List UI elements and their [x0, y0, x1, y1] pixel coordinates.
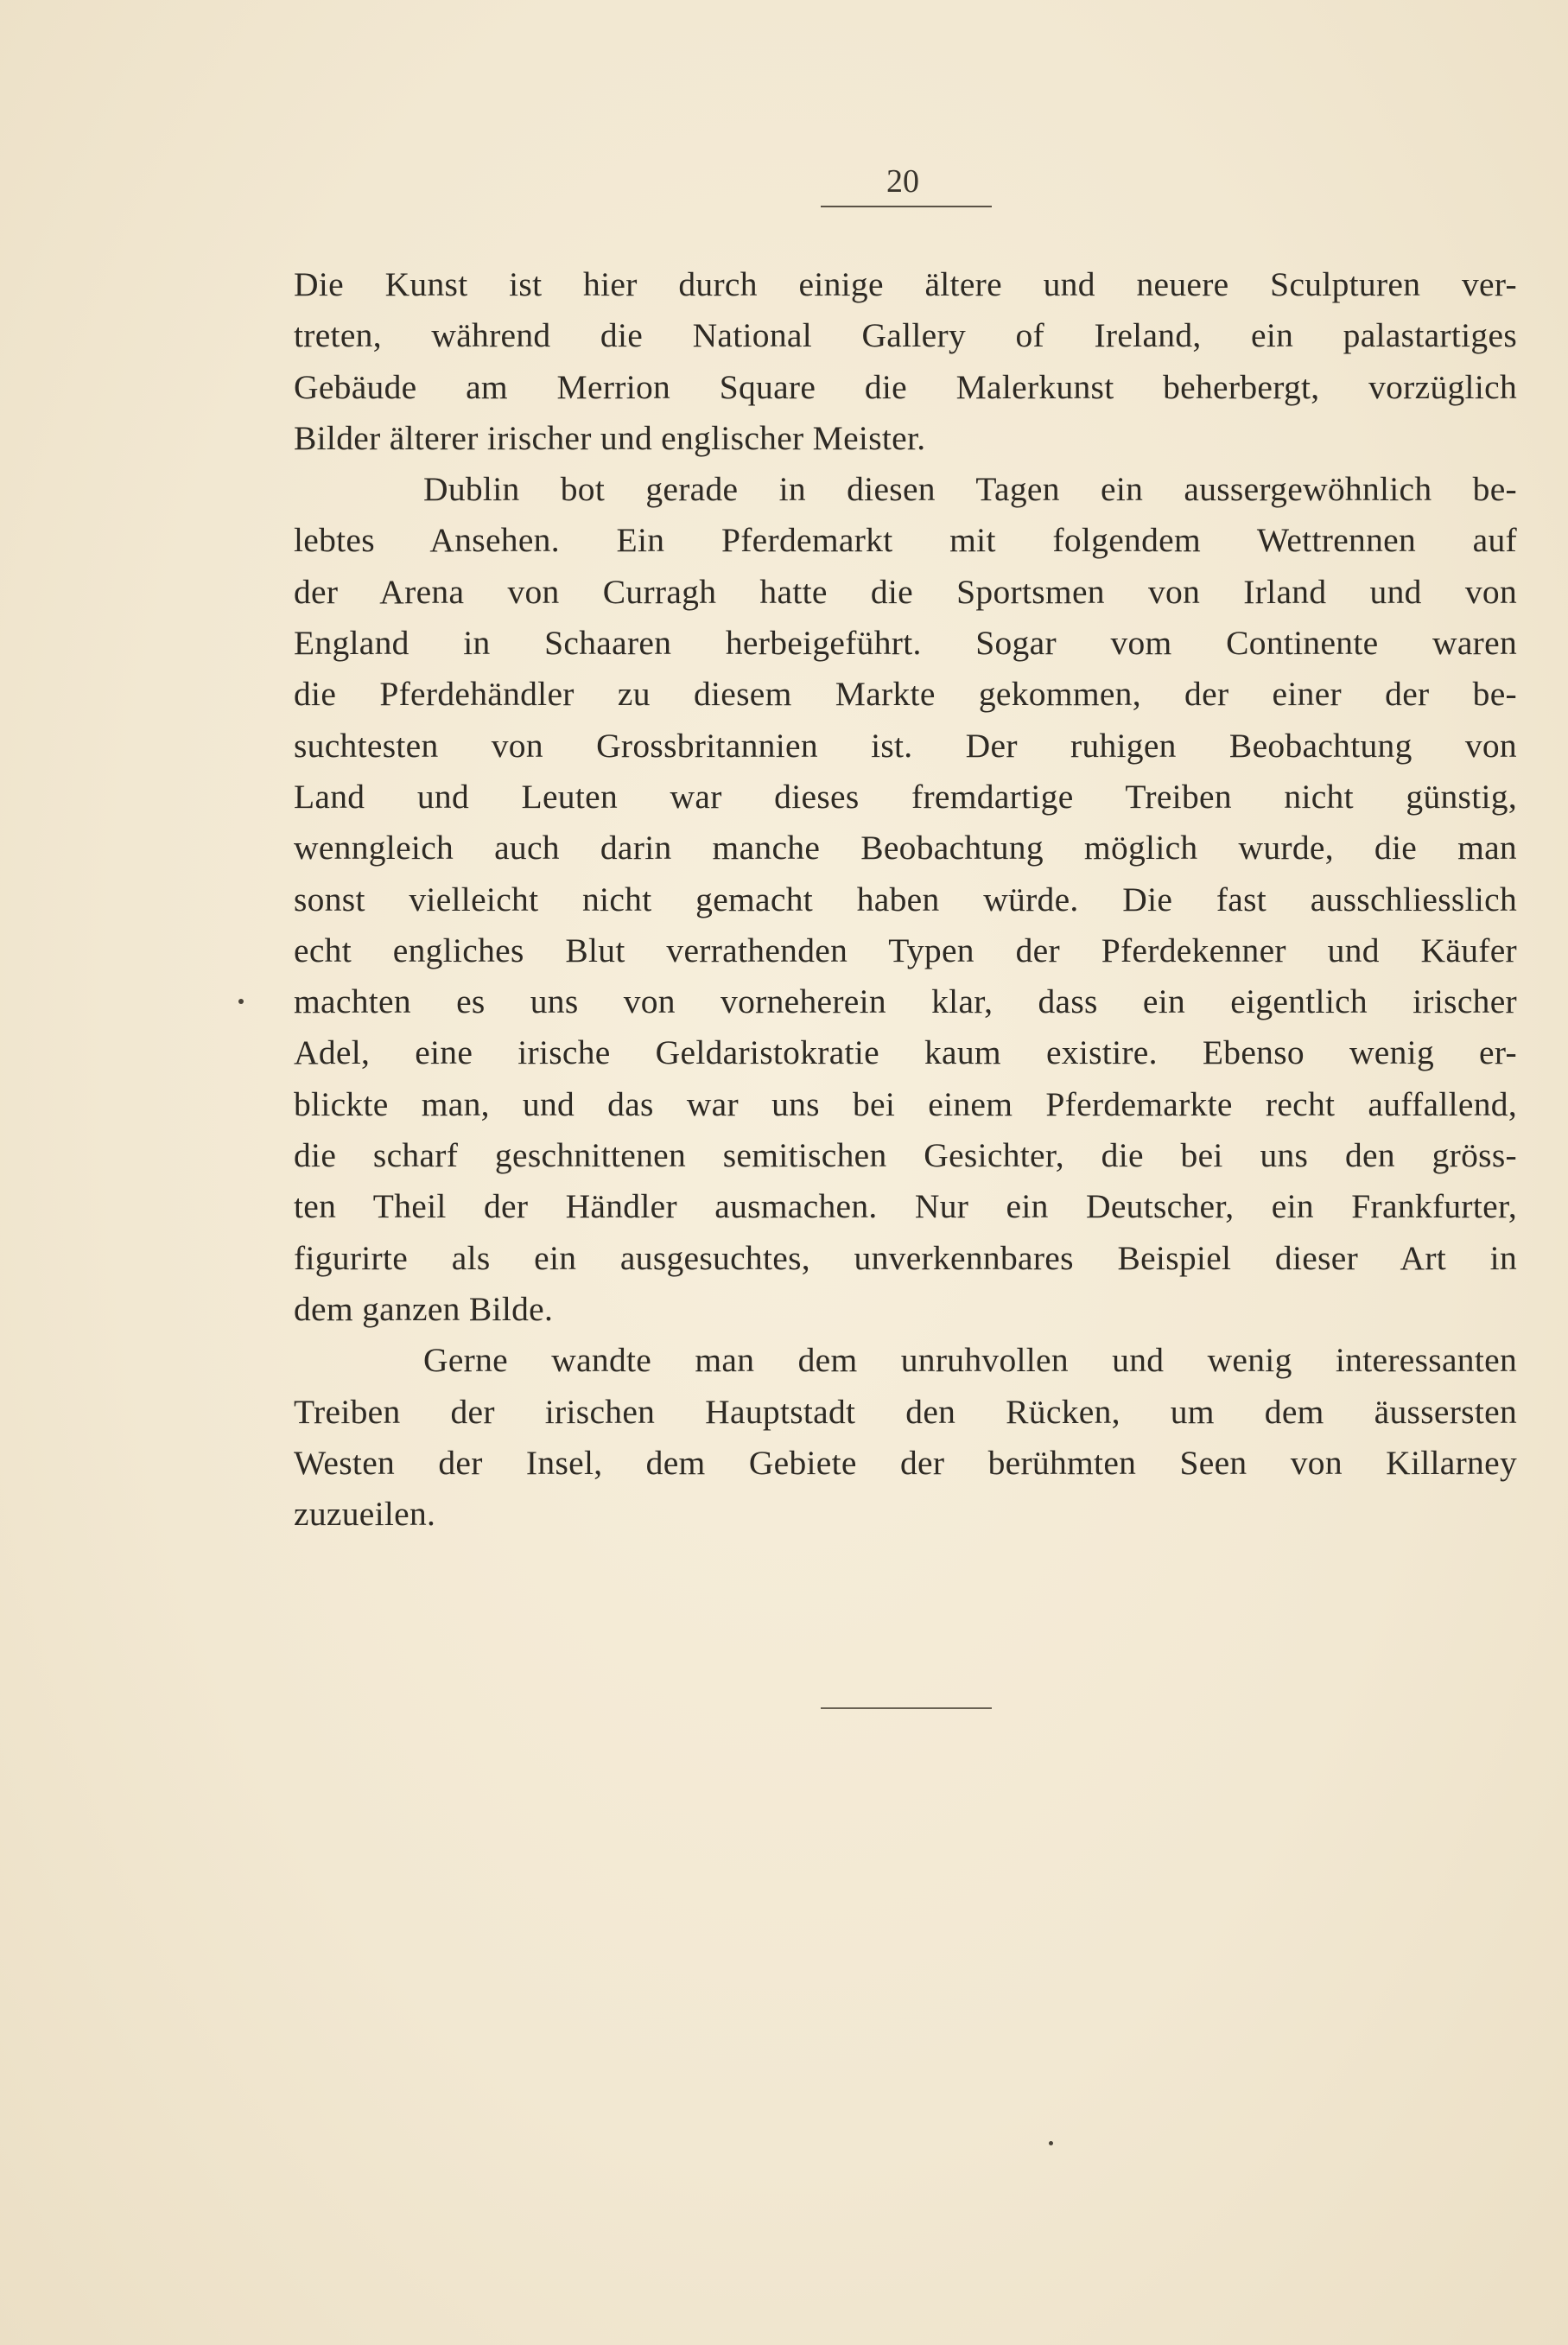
- text-line: Adel, eine irische Geldaristokratie kaum existire. Ebenso wenig er-: [294, 1033, 1517, 1072]
- text-line: Bilder älterer irischer und englischer Meister.: [294, 418, 926, 457]
- text-line: ten Theil der Händler ausmachen. Nur ein Deutscher, ein Frankfurter,: [294, 1187, 1517, 1226]
- text-line: Westen der Insel, dem Gebiete der berühmten Seen von Killarney: [294, 1443, 1517, 1482]
- text-line: machten es uns von vorneherein klar, dass ein eigentlich irischer: [294, 982, 1517, 1021]
- footer-rule: [821, 1707, 992, 1709]
- header-rule: [821, 206, 992, 207]
- paragraph: [294, 259, 1517, 464]
- text-line: Gebäude am Merrion Square die Malerkunst beherbergt, vorzüglich: [294, 367, 1517, 406]
- text-line: Dublin bot gerade in diesen Tagen ein aussergewöhnlich be-: [423, 470, 1517, 509]
- text-line: figurirte als ein ausgesuchtes, unverkennbares Beispiel dieser Art in: [294, 1238, 1517, 1277]
- page-number: 20: [886, 163, 919, 200]
- body-text: [294, 259, 1517, 1540]
- paragraph: [294, 464, 1517, 1335]
- text-line: blickte man, und das war uns bei einem Pferdemarkte recht auffallend,: [294, 1084, 1517, 1123]
- text-line: lebtes Ansehen. Ein Pferdemarkt mit folgendem Wettrennen auf: [294, 521, 1517, 560]
- text-line: Treiben der irischen Hauptstadt den Rücken, um dem äussersten: [294, 1392, 1517, 1431]
- text-line: Land und Leuten war dieses fremdartige Treiben nicht günstig,: [294, 777, 1517, 816]
- text-line: England in Schaaren herbeigeführt. Sogar vom Continente waren: [294, 624, 1517, 663]
- ink-speck: [1049, 2141, 1053, 2145]
- text-line: der Arena von Curragh hatte die Sportsmen von Irland und von: [294, 572, 1517, 611]
- text-line: die Pferdehändler zu diesem Markte gekommen, der einer der be-: [294, 675, 1517, 714]
- text-line: zuzueilen.: [294, 1495, 436, 1534]
- text-line: sonst vielleicht nicht gemacht haben würde. Die fast ausschliesslich: [294, 880, 1517, 918]
- text-line: dem ganzen Bilde.: [294, 1289, 554, 1328]
- text-line: die scharf geschnittenen semitischen Gesichter, die bei uns den gröss-: [294, 1136, 1517, 1175]
- text-line: wenngleich auch darin manche Beobachtung möglich wurde, die man: [294, 829, 1517, 867]
- text-line: treten, während die National Gallery of Ireland, ein palastartiges: [294, 316, 1517, 355]
- paragraph: [294, 1335, 1517, 1540]
- text-line: Die Kunst ist hier durch einige ältere und neuere Sculpturen ver-: [294, 265, 1517, 303]
- text-line: echt engliches Blut verrathenden Typen der Pferdekenner und Käufer: [294, 931, 1517, 969]
- ink-speck: [238, 999, 244, 1004]
- text-line: Gerne wandte man dem unruhvollen und wenig interessanten: [423, 1341, 1517, 1380]
- text-line: suchtesten von Grossbritannien ist. Der ruhigen Beobachtung von: [294, 726, 1517, 765]
